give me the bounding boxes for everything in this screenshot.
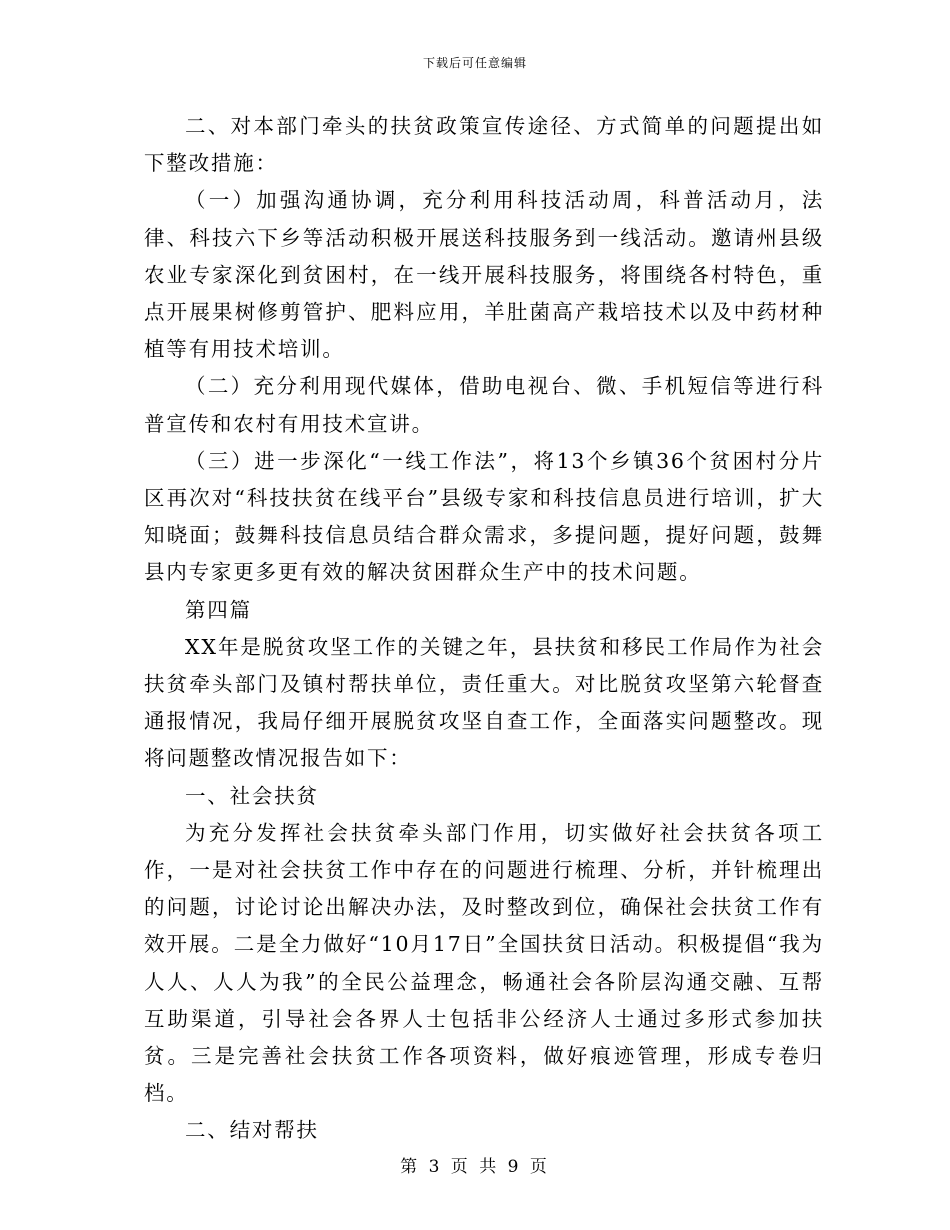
section-heading-paired-assistance: 二、结对帮扶 (185, 1118, 319, 1143)
paragraph-measure-1: （一）加强沟通协调，充分利用科技活动周，科普活动月，法律、科技六下乡等活动积极开展送科技服务到一线活动。邀请州县级农业专家深化到贫困村，在一线开展科技服务，将围绕各村特色，重点开展果树修剪管护、肥料应用，羊肚菌高产栽培技术以及中药材种植等有用技术培训。 (144, 188, 824, 362)
document-body (144, 108, 824, 1150)
page-header: 下载后可任意编辑 (422, 56, 527, 70)
paragraph-rectification-intro: 二、对本部门牵头的扶贫政策宣传途径、方式简单的问题提出如下整改措施： (144, 114, 824, 176)
paragraph-measure-2: （二）充分利用现代媒体，借助电视台、微、手机短信等进行科普宣传和农村有用技术宣讲。 (144, 374, 824, 436)
paragraph-part-four-intro: XX年是脱贫攻坚工作的关键之年，县扶贫和移民工作局作为社会扶贫牵头部门及镇村帮扶单位，责任重大。对比脱贫攻坚第六轮督查通报情况，我局仔细开展脱贫攻坚自查工作，全面落实问题整改。现将问题整改情况报告如下： (144, 634, 824, 771)
section-heading-social-poverty: 一、社会扶贫 (185, 783, 319, 808)
page-number: 第 3 页 共 9 页 (400, 1157, 550, 1177)
paragraph-measure-3: （三）进一步深化“一线工作法”，将13个乡镇36个贫困村分片区再次对“科技扶贫在线平台”县级专家和科技信息员进行培训，扩大知晓面；鼓舞科技信息员结合群众需求，多提问题，提好问题，鼓舞县内专家更多更有效的解决贫困群众生产中的技术问题。 (144, 448, 824, 585)
paragraph-social-poverty: 为充分发挥社会扶贫牵头部门作用，切实做好社会扶贫各项工作，一是对社会扶贫工作中存在的问题进行梳理、分析，并针梳理出的问题，讨论讨论出解决办法，及时整改到位，确保社会扶贫工作有效开展。二是全力做好“10月17日”全国扶贫日活动。积极提倡“我为人人、人人为我”的全民公益理念，畅通社会各阶层沟通交融、互帮互助渠道，引导社会各界人士包括非公经济人士通过多形式参加扶贫。三是完善社会扶贫工作各项资料，做好痕迹管理，形成专卷归档。 (144, 820, 824, 1106)
section-heading-part-four: 第四篇 (185, 597, 252, 622)
